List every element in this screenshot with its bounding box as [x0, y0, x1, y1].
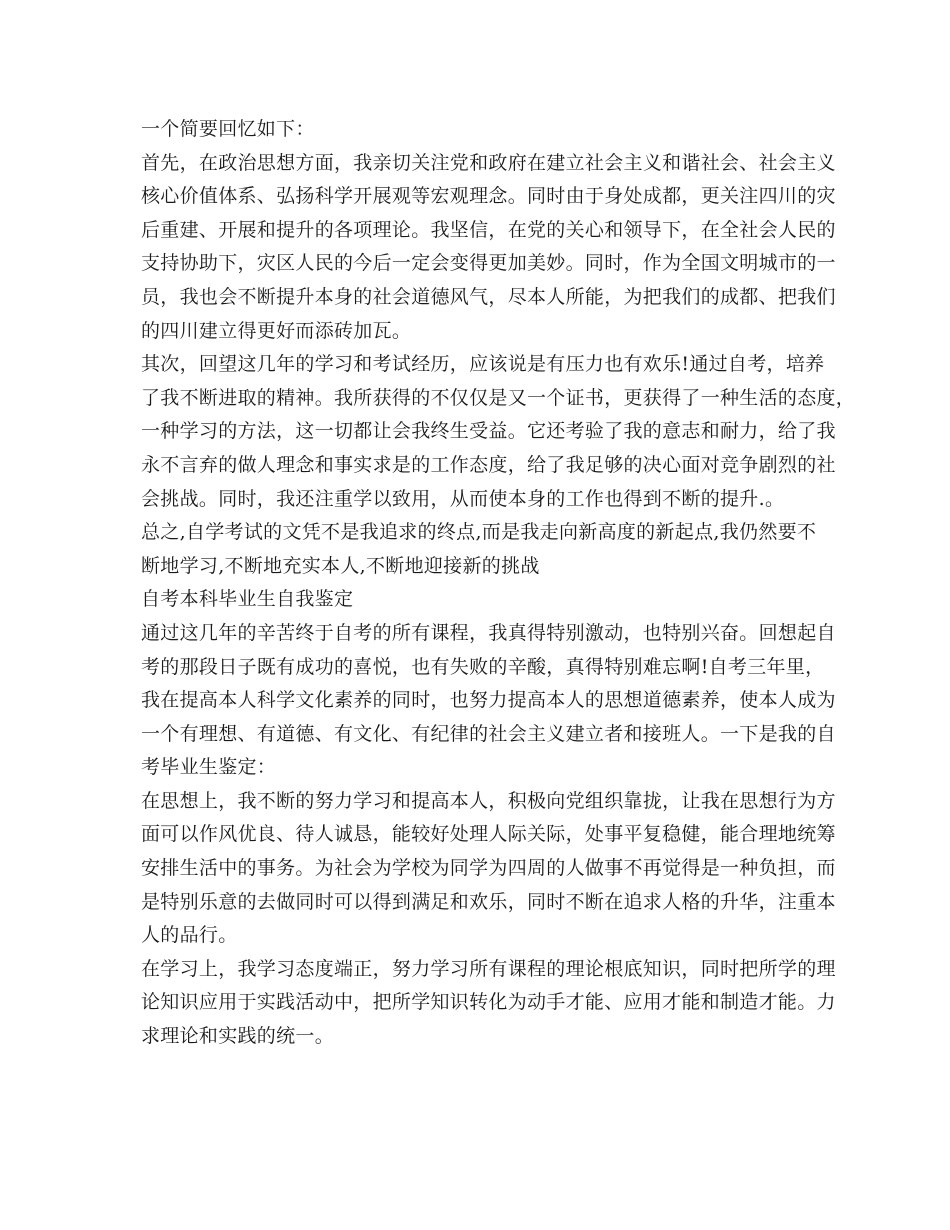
text-line: 一个简要回忆如下：	[141, 118, 315, 140]
text-line: 会挑战。同时，我还注重学以致用，从而使本身的工作也得到不断的提升.。	[141, 487, 785, 510]
text-line: 核心价值体系、弘扬科学开展观等宏观理念。同时由于身处成都，更关注四川的灾	[141, 185, 836, 208]
text-line: 面可以作风优良、待人诚恳，能较好处理人际关际，处事平复稳健，能合理地统筹	[141, 823, 836, 846]
document-body	[141, 113, 856, 1054]
text-line: 的四川建立得更好而添砖加瓦。	[141, 319, 412, 342]
section-heading: 自考本科毕业生自我鉴定	[141, 588, 354, 611]
text-line: 是特别乐意的去做同时可以得到满足和欢乐，同时不断在追求人格的升华，注重本	[141, 890, 836, 913]
text-line: 在思想上，我不断的努力学习和提高本人，积极向党组织靠拢，让我在思想行为方	[141, 789, 836, 812]
text-line: 考毕业生鉴定：	[141, 756, 277, 779]
text-line: 求理论和实践的统一。	[141, 1025, 335, 1048]
text-line: 后重建、开展和提升的各项理论。我坚信，在党的关心和领导下，在全社会人民的	[141, 218, 836, 241]
text-line: 论知识应用于实践活动中，把所学知识转化为动手才能、应用才能和制造才能。力	[141, 991, 836, 1014]
text-line: 人的品行。	[141, 924, 238, 947]
text-line: 安排生活中的事务。为社会为学校为同学为四周的人做事不再觉得是一种负担，而	[141, 857, 836, 880]
text-line: 一个有理想、有道德、有文化、有纪律的社会主义建立者和接班人。一下是我的自	[141, 722, 836, 745]
text-line: 员，我也会不断提升本身的社会道德风气，尽本人所能，为把我们的成都、把我们	[141, 285, 836, 308]
text-line: 断地学习,不断地充实本人,不断地迎接新的挑战	[141, 554, 540, 577]
text-line: 考的那段日子既有成功的喜悦，也有失败的辛酸，真得特别难忘啊!自考三年里，	[141, 655, 825, 678]
text-line: 永不言弃的做人理念和事实求是的工作态度，给了我足够的决心面对竞争剧烈的社	[141, 453, 836, 476]
text-line: 了我不断进取的精神。我所获得的不仅仅是又一个证书，更获得了一种生活的态度，	[141, 386, 856, 409]
text-line: 我在提高本人科学文化素养的同时，也努力提高本人的思想道德素养，使本人成为	[141, 689, 836, 712]
text-line: 在学习上，我学习态度端正，努力学习所有课程的理论根底知识，同时把所学的理	[141, 957, 836, 980]
text-line: 首先，在政治思想方面，我亲切关注党和政府在建立社会主义和谐社会、社会主义	[141, 151, 836, 174]
text-line: 其次，回望这几年的学习和考试经历，应该说是有压力也有欢乐!通过自考，培养	[141, 353, 825, 376]
text-line: 通过这几年的辛苦终于自考的所有课程，我真得特别激动，也特别兴奋。回想起自	[141, 621, 836, 644]
text-line: 支持协助下，灾区人民的今后一定会变得更加美妙。同时，作为全国文明城市的一	[141, 252, 836, 275]
text-line: 一种学习的方法，这一切都让会我终生受益。它还考验了我的意志和耐力，给了我	[141, 420, 836, 443]
text-line: 总之,自学考试的文凭不是我追求的终点,而是我走向新高度的新起点,我仍然要不	[141, 521, 817, 544]
